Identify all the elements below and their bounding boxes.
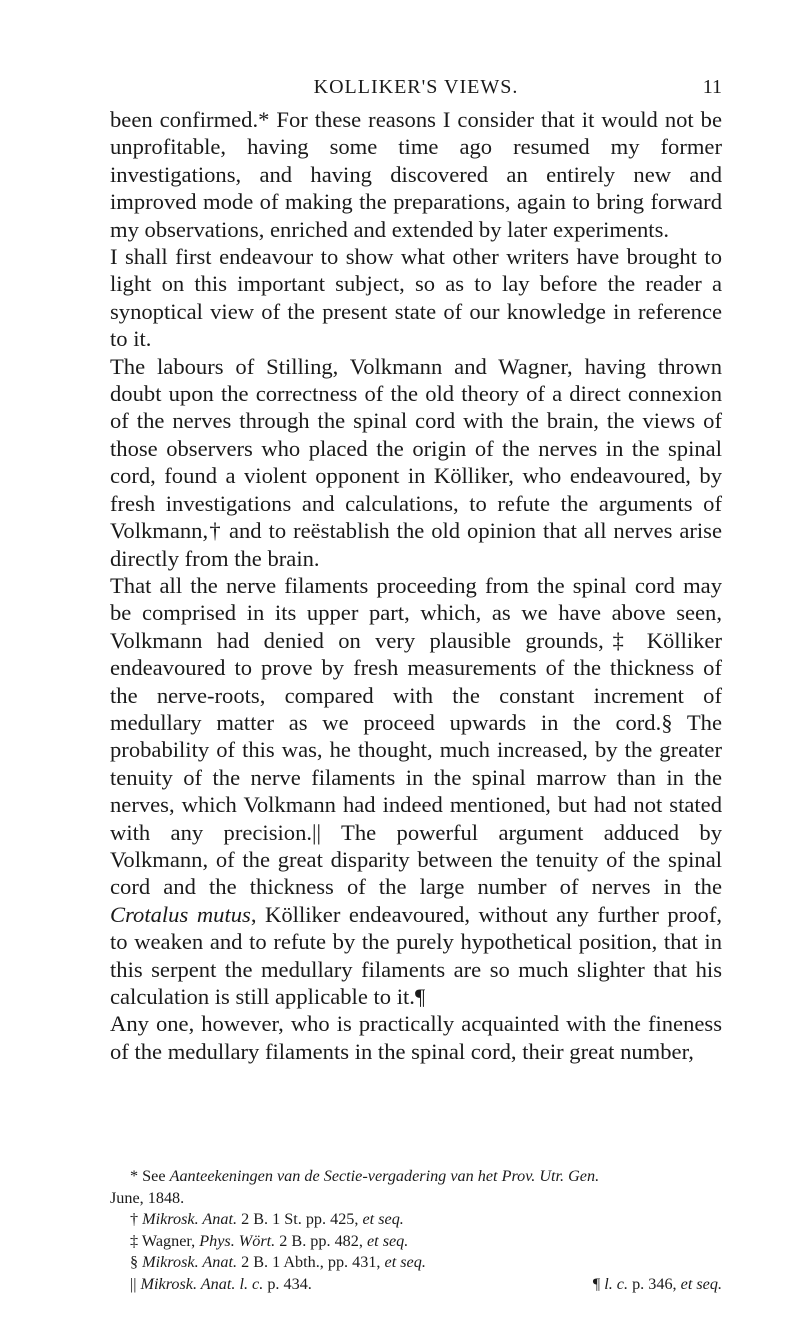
footnote-5-6-row bbox=[110, 1274, 722, 1296]
page-number: 11 bbox=[702, 76, 722, 98]
footnote-2: † Mikrosk. Anat. 2 B. 1 St. pp. 425, et seq. bbox=[130, 1210, 404, 1229]
paragraph-4-text: That all the nerve filaments proceeding from the spinal cord may be comprised in its upper part, which, as we have above seen, Volkmann had denied on very plausible grounds,‡ Kölliker endeavoured to prove by fresh measurements of the thickness of the nerve-roots, compared with the constant increment of medullary matter as we proceed upwards in the cord.§ The probability of this was, he thought, much increased, by the greater tenuity of the nerve filaments in the spinal marrow than in the nerves, which Volkmann had indeed mentioned, but had not stated with any precision.|| The powerful argument adduced by Volkmann, of the great disparity between the tenuity of the spinal cord and the thickness of the large number of nerves in the bbox=[110, 572, 722, 900]
paragraph-3: The labours of Stilling, Volkmann and Wagner, having thrown doubt upon the correctness of the old theory of a direct connexion of the nerves through the spinal cord with the brain, the views of those observers who placed the origin of the nerves in the spinal cord, found a violent opponent in Kölliker, who endeavoured, by fresh investigations and calculations, to refute the arguments of Volkmann,† and to reëstablish the old opinion that all nerves arise directly from the brain. bbox=[110, 353, 722, 571]
footnote-5: || Mikrosk. Anat. l. c. p. 434. bbox=[130, 1274, 312, 1293]
paragraph-1: been confirmed.* For these reasons I consider that it would not be unprofitable, having some time ago resumed my former investigations, and having discovered an entirely new and improved mode of making the preparations, again to bring forward my observations, enriched and extended by later experiments. bbox=[110, 107, 722, 242]
footnote-1: * See Aanteekeningen van de Sectie-vergadering van het Prov. Utr. Gen. bbox=[130, 1167, 600, 1185]
footnote-3: ‡ Wagner, Phys. Wört. 2 B. pp. 482, et seq. bbox=[130, 1231, 409, 1250]
footnote-4: § Mikrosk. Anat. 2 B. 1 Abth., pp. 431, et seq. bbox=[130, 1253, 426, 1272]
paragraph-4 bbox=[110, 572, 722, 1011]
paragraph-5: Any one, however, who is practically acquainted with the fineness of the medullary filaments in the spinal cord, their great number, bbox=[110, 1011, 722, 1064]
page-header bbox=[110, 76, 722, 106]
footnote-6: ¶ l. c. p. 346, et seq. bbox=[592, 1274, 722, 1293]
running-title: KOLLIKER'S VIEWS. bbox=[313, 76, 519, 98]
footnotes bbox=[110, 1166, 722, 1296]
footnote-1-continued: June, 1848. bbox=[110, 1188, 185, 1207]
species-name: Crotalus mutus bbox=[110, 901, 251, 927]
body-text bbox=[110, 106, 722, 1065]
paragraph-2: I shall first endeavour to show what other writers have brought to light on this important subject, so as to lay before the reader a synoptical view of the present state of our knowledge in reference to it. bbox=[110, 244, 722, 352]
paragraph-4-rest: , Kölliker endeavoured, without any further proof, to weaken and to refute by the purely hypothetical position, that in this serpent the medullary filaments are so much slighter that his calculation is still applicable to it.¶ bbox=[110, 901, 723, 1009]
